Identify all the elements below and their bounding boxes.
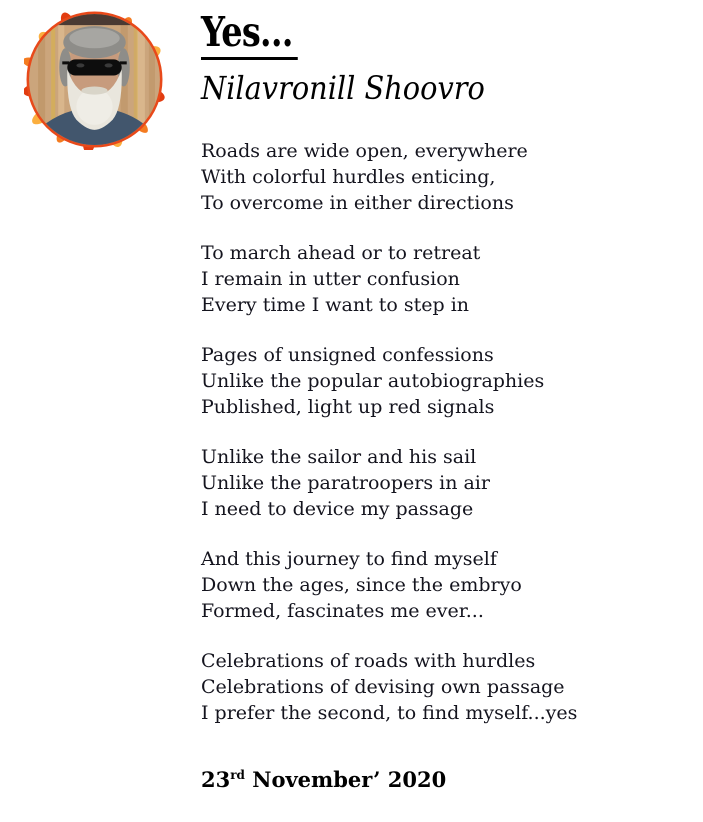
poem bbox=[201, 138, 681, 793]
poem-date bbox=[201, 766, 681, 793]
poem-line: Down the ages, since the embryo bbox=[201, 574, 522, 596]
poem-line: Celebrations of devising own passage bbox=[201, 676, 565, 698]
date-ordinal: rd bbox=[230, 768, 245, 782]
date-day: 23 bbox=[201, 767, 231, 792]
poem-line: Every time I want to step in bbox=[201, 294, 470, 316]
poem-line: Unlike the sailor and his sail bbox=[201, 446, 477, 468]
author-name bbox=[201, 69, 681, 107]
poem-line: Roads are wide open, everywhere bbox=[201, 140, 528, 162]
page-title bbox=[201, 10, 681, 60]
page-title-text: Yes... bbox=[201, 10, 298, 60]
poem-stanza bbox=[201, 444, 681, 522]
poem-line: Unlike the popular autobiographies bbox=[201, 370, 545, 392]
poem-line: To march ahead or to retreat bbox=[201, 242, 481, 264]
author-portrait-photo bbox=[24, 9, 165, 150]
poem-stanza bbox=[201, 546, 681, 624]
poem-stanza bbox=[201, 648, 681, 726]
poem-line: Celebrations of roads with hurdles bbox=[201, 650, 536, 672]
poem-stanza bbox=[201, 138, 681, 216]
poem-line: To overcome in either directions bbox=[201, 192, 514, 214]
author-avatar bbox=[24, 9, 165, 150]
poem-stanza bbox=[201, 342, 681, 420]
poem-line: I prefer the second, to find myself...yes bbox=[201, 702, 578, 724]
poem-line: Pages of unsigned confessions bbox=[201, 344, 494, 366]
poem-line: I remain in utter confusion bbox=[201, 268, 460, 290]
poem-line: Published, light up red signals bbox=[201, 396, 495, 418]
poem-line: I need to device my passage bbox=[201, 498, 474, 520]
poem-line: Formed, fascinates me ever... bbox=[201, 600, 484, 622]
content-column bbox=[201, 10, 681, 793]
poem-stanza bbox=[201, 240, 681, 318]
poem-line: And this journey to find myself bbox=[201, 548, 497, 570]
author-name-text: Nilavronill Shoovro bbox=[201, 69, 485, 107]
date-rest: November’ 2020 bbox=[244, 767, 447, 792]
poem-line: Unlike the paratroopers in air bbox=[201, 472, 490, 494]
poem-line: With colorful hurdles enticing, bbox=[201, 166, 496, 188]
